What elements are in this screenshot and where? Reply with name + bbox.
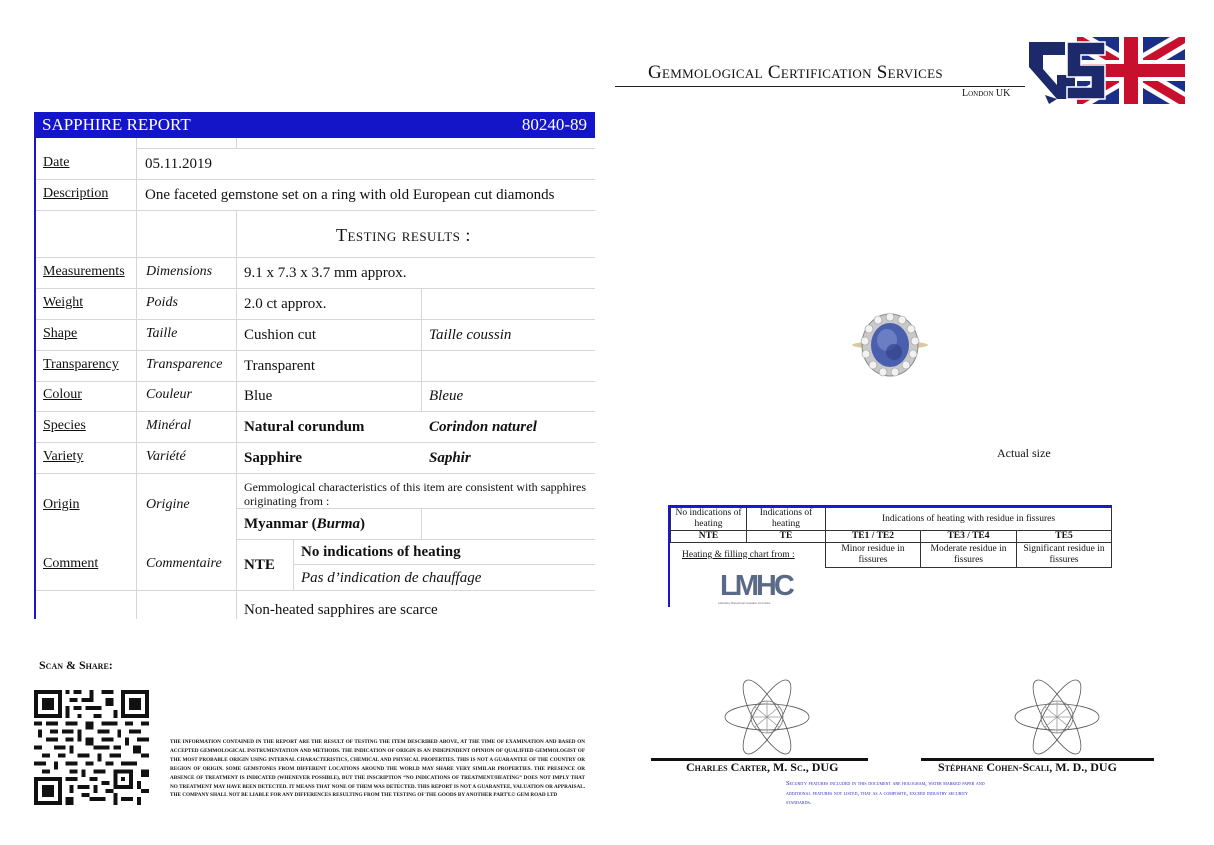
- report-header-bar: [36, 112, 595, 138]
- row-divider: [236, 539, 595, 540]
- variety-label-fr: Variété: [146, 449, 186, 464]
- code-te5: TE5: [1016, 530, 1112, 543]
- minor-residue: Minor residue in fissures: [825, 542, 921, 568]
- measurements-value: 9.1 x 7.3 x 3.7 mm approx.: [244, 265, 407, 281]
- weight-label-fr: Poids: [146, 295, 178, 310]
- header-divider: [615, 86, 1025, 87]
- no-indications-header: No indications of heating: [670, 507, 747, 531]
- row-divider: [36, 210, 595, 211]
- shape-label-fr: Taille: [146, 326, 178, 341]
- comment-value-fr: Pas d’indication de chauffage: [301, 570, 482, 586]
- col-divider: [236, 138, 237, 148]
- origin-statement: Gemmological characteristics of this item are consistent with sapphires originating from :: [244, 480, 586, 508]
- comment-label-fr: Commentaire: [146, 556, 222, 571]
- testing-results-heading: Testing results :: [336, 225, 471, 245]
- ring-photo: [850, 310, 930, 380]
- row-divider: [36, 257, 595, 258]
- description-value: One faceted gemstone set on a ring with old European cut diamonds: [145, 187, 555, 203]
- origin-label: Origin: [43, 497, 80, 512]
- origin-country-close: ): [360, 516, 365, 532]
- code-te1-te2: TE1 / TE2: [825, 530, 921, 543]
- row-divider: [36, 350, 595, 351]
- scan-share-label: Scan & Share:: [39, 658, 113, 672]
- species-label: Species: [43, 418, 86, 433]
- row-divider: [36, 473, 595, 474]
- row-divider: [136, 148, 595, 149]
- moderate-residue: Moderate residue in fissures: [920, 542, 1017, 568]
- transparency-label-fr: Transparence: [146, 357, 223, 372]
- shape-label: Shape: [43, 326, 78, 341]
- signatory-left: Charles Carter, M. Sc., DUG: [686, 760, 839, 774]
- atom-emblem-right: [972, 672, 1142, 762]
- comment-code: NTE: [244, 557, 275, 573]
- row-divider: [36, 411, 595, 412]
- colour-label: Colour: [43, 387, 82, 402]
- sapphire-report-table: [34, 112, 595, 619]
- row-divider: [36, 179, 595, 180]
- actual-size-caption: Actual size: [997, 446, 1051, 460]
- row-divider: [36, 381, 595, 382]
- lmhc-logo-caption: Laboratory Manual Harmonisation Committee: [718, 602, 771, 605]
- code-te: TE: [746, 530, 826, 543]
- atom-emblem-left: [682, 672, 852, 762]
- security-notice: Security features included in this document are hologram, water marked paper and additional features not listed, that as a composite, exceed industry security standards.: [786, 780, 985, 806]
- origin-country-alias: Burma: [316, 516, 360, 532]
- species-value-fr: Corindon naturel: [429, 419, 537, 435]
- row-divider: [236, 508, 595, 509]
- legal-disclaimer: THE INFORMATION CONTAINED IN THE REPORT ARE THE RESULT OF TESTING THE ITEM DESCRIBED ABOVE, AT THE TIME OF EXAMINATION AND BASED ON ACCEPTED GEMMOLOGICAL INSTRUMENTATION AND METHODS. THE INDICATION OF ORIGIN IS AN INDEPENDENT OPINION OF QUALIFIED GEMMOLOGIST OF THE MOST PROBABLE ORIGIN USING INTERNAL CHARACTERISTICS, CHEMICAL AND PHYSICAL PROPERTIES. THIS IS NOT A GUARANTEE OF THE COUNTRY OR REGION OF ORIGIN. SOME GEMSTONES FROM DIFFERENT LOCATIONS AROUND THE WORLD MAY SHARE VERY SIMILAR PROPERTIES. THE PRESENCE OR ABSENCE OF TREATMENT IS INDICATED (WHENEVER POSSIBLE), BUT THE INSCRIPTION “NO INDICATIONS OF TREATMENT/HEATING” DOES NOT IMPLY THAT NO TREATMENT MAY HAVE BEEN DETECTED. IT MEANS THAT NONE OF THEM WAS DETECTED. THIS REPORT IS NOT A GUARANTEE, VALUATION OR APPRAISAL. THE COMPANY SHALL NOT BE LIABLE FOR ANY DIFFERENCES RESULTING FROM THE TESTING OF THE GOODS BY ANOTHER PARTY.© GEM ROAD LTD: [170, 739, 585, 799]
- variety-value-fr: Saphir: [429, 450, 471, 466]
- row-divider: [36, 590, 595, 591]
- lab-location: London UK: [962, 88, 1011, 99]
- chart-source-label: Heating & filling chart from :: [682, 550, 795, 560]
- measurements-label: Measurements: [43, 264, 125, 279]
- colour-value-fr: Bleue: [429, 388, 464, 404]
- variety-label: Variety: [43, 449, 84, 464]
- weight-label: Weight: [43, 295, 84, 310]
- indications-header: Indications of heating: [746, 507, 826, 531]
- row-divider: [36, 288, 595, 289]
- lmhc-logo-text: LMHC: [720, 570, 792, 602]
- code-nte: NTE: [670, 530, 747, 543]
- origin-label-fr: Origine: [146, 497, 190, 512]
- measurements-label-fr: Dimensions: [146, 264, 213, 279]
- variety-value: Sapphire: [244, 450, 303, 466]
- colour-label-fr: Couleur: [146, 387, 192, 402]
- species-label-fr: Minéral: [146, 418, 192, 433]
- qr-code[interactable]: [34, 690, 149, 805]
- shape-value: Cushion cut: [244, 327, 317, 343]
- report-number: 80240-89: [521, 115, 587, 134]
- species-value: Natural corundum: [244, 419, 365, 435]
- row-divider: [293, 564, 595, 565]
- date-value: 05.11.2019: [145, 156, 212, 172]
- gcs-logo: [1027, 37, 1185, 104]
- heating-chart: [668, 505, 1112, 607]
- report-title: SAPPHIRE REPORT: [42, 115, 191, 134]
- row-divider: [36, 319, 595, 320]
- description-label: Description: [43, 186, 109, 201]
- lmhc-logo: [718, 568, 792, 608]
- lab-name: Gemmological Certification Services: [648, 62, 943, 83]
- col-divider: [421, 508, 422, 539]
- date-label: Date: [43, 155, 70, 170]
- row-divider: [36, 442, 595, 443]
- signatory-right: Stéphane Cohen-Scali, M. D., DUG: [938, 760, 1117, 774]
- significant-residue: Significant residue in fissures: [1016, 542, 1112, 568]
- transparency-label: Transparency: [43, 357, 119, 372]
- weight-value: 2.0 ct approx.: [244, 296, 327, 312]
- transparency-value: Transparent: [244, 358, 316, 374]
- origin-country: [244, 516, 365, 533]
- residue-header: Indications of heating with residue in fissures: [825, 507, 1112, 531]
- comment-label: Comment: [43, 556, 99, 571]
- col-divider: [236, 210, 237, 619]
- shape-value-fr: Taille coussin: [429, 327, 512, 343]
- code-te3-te4: TE3 / TE4: [920, 530, 1017, 543]
- scarcity-note: Non-heated sapphires are scarce: [244, 602, 438, 618]
- origin-country-name: Myanmar (: [244, 516, 317, 532]
- comment-value: No indications of heating: [301, 544, 461, 560]
- colour-value: Blue: [244, 388, 273, 404]
